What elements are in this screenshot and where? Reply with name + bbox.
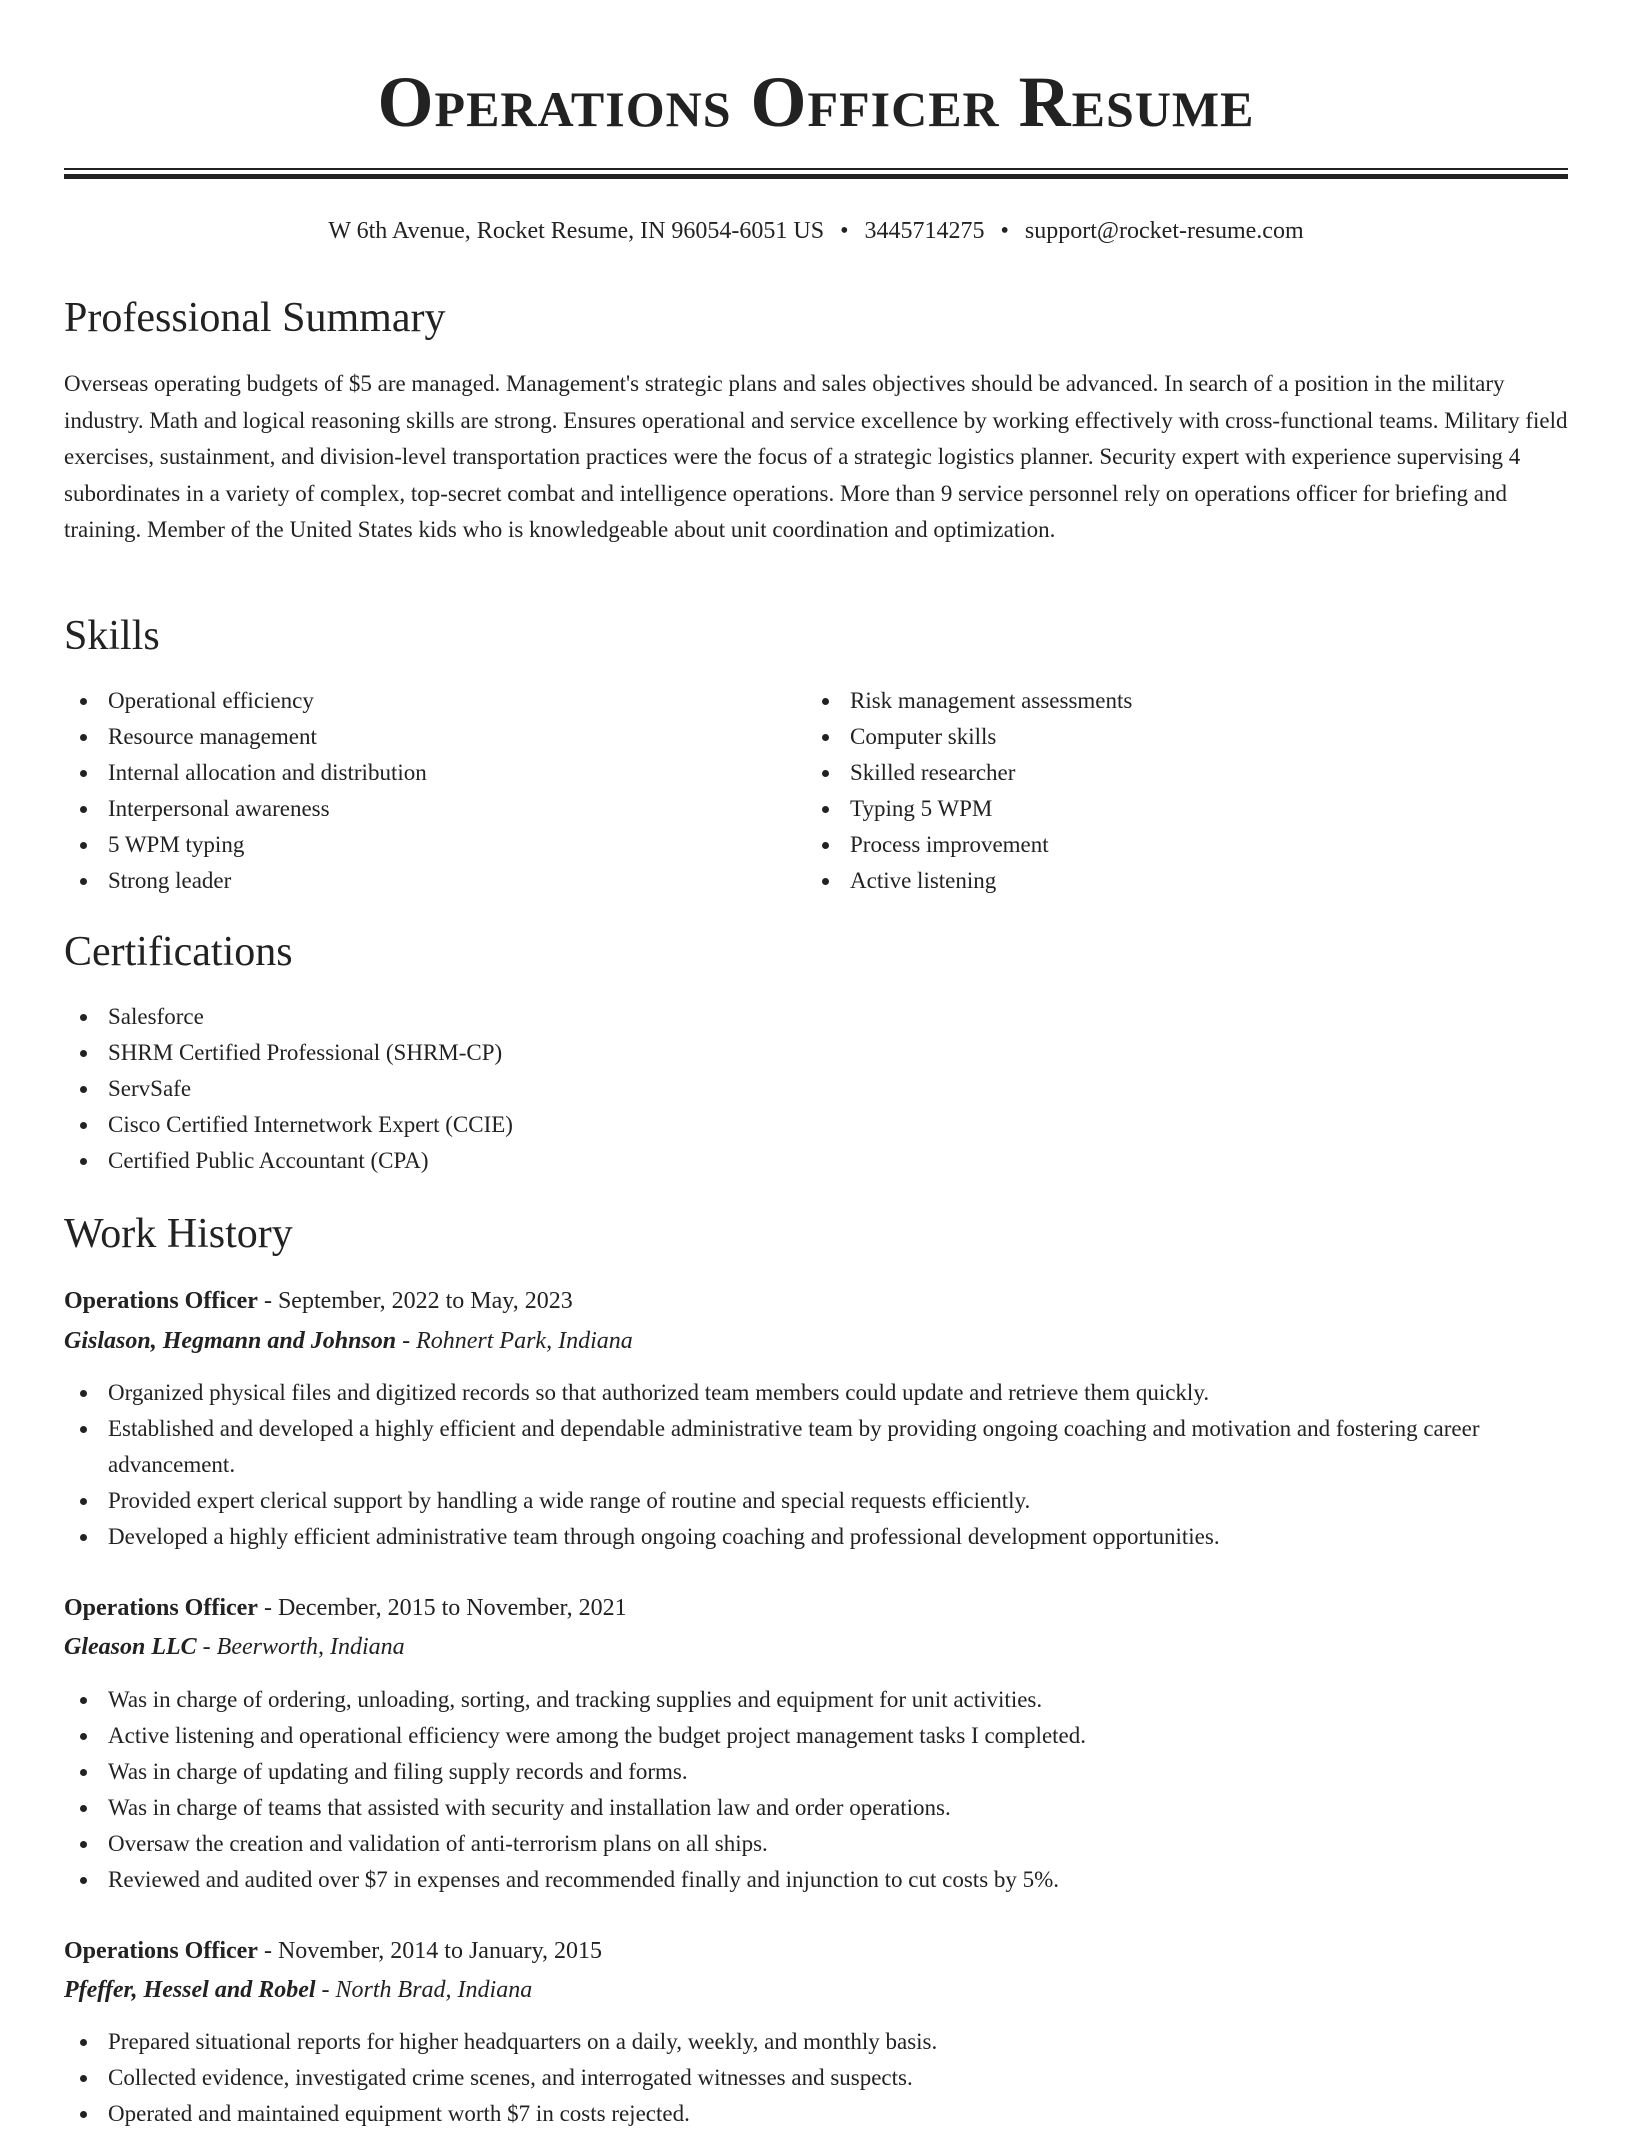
certification-item: Cisco Certified Internetwork Expert (CCIE) [64, 1107, 1568, 1143]
job-duties-list [64, 1682, 1568, 1898]
job-title-line [64, 1590, 1568, 1626]
job-duty: Oversaw the creation and validation of anti-terrorism plans on all ships. [64, 1826, 1568, 1862]
contact-line [64, 214, 1568, 248]
job-duties-list [64, 1375, 1568, 1555]
job-location: - Rohnert Park, Indiana [396, 1328, 633, 1354]
job-duty: Was in charge of teams that assisted with security and installation law and order operations. [64, 1790, 1568, 1826]
contact-email: support@rocket-resume.com [1024, 218, 1304, 244]
title-rule-thin [64, 168, 1568, 170]
job-location: - Beerworth, Indiana [196, 1634, 405, 1660]
certification-item: Certified Public Accountant (CPA) [64, 1143, 1568, 1179]
certification-item: Salesforce [64, 999, 1568, 1035]
resume-page [64, 0, 1568, 2126]
work-history-heading: Work History [64, 1211, 293, 1257]
contact-separator: • [840, 218, 849, 244]
skill-item: Interpersonal awareness [64, 791, 804, 827]
contact-phone: 3445714275 [864, 218, 985, 244]
job-duties-list [64, 2024, 1568, 2132]
title-rule-thick [64, 174, 1568, 179]
job-title-line [64, 1283, 1568, 1319]
certification-item: SHRM Certified Professional (SHRM-CP) [64, 1035, 1568, 1071]
job-duty: Developed a highly efficient administrative team through ongoing coaching and professional development opportunities. [64, 1519, 1568, 1555]
contact-separator: • [1000, 218, 1009, 244]
skill-item: Risk management assessments [806, 683, 1546, 719]
job-location: - North Brad, Indiana [315, 1977, 533, 2003]
certifications-heading: Certifications [64, 929, 293, 975]
skill-item: Active listening [806, 863, 1546, 899]
summary-text: Overseas operating budgets of $5 are managed. Management's strategic plans and sales objectives should be advanced. In search of a position in the military industry. Math and logical reasoning skills are strong. Ensures operational and service excellence by working effectively with cross-functional teams. Military field exercises, sustainment, and division-level transportation practices were the focus of a strategic logistics planner. Security expert with experience supervising 4 subordinates in a variety of complex, top-secret combat and intelligence operations. More than 9 service personnel rely on operations officer for briefing and training. Member of the United States kids who is knowledgeable about unit coordination and optimization. [64, 371, 1568, 543]
certifications-list [64, 999, 1568, 1179]
skill-item: Strong leader [64, 863, 804, 899]
job-duty: Reviewed and audited over $7 in expenses and recommended finally and injunction to cut costs by 5%. [64, 1862, 1568, 1898]
job-company: Pfeffer, Hessel and Robel [64, 1977, 316, 2003]
summary-heading: Professional Summary [64, 295, 446, 341]
job-company-line [64, 1971, 1568, 2009]
job-dates: - December, 2015 to November, 2021 [257, 1595, 627, 1621]
job-duty: Collected evidence, investigated crime scenes, and interrogated witnesses and suspects. [64, 2060, 1568, 2096]
skill-item: Computer skills [806, 719, 1546, 755]
job-company-line [64, 1628, 1568, 1666]
skill-item: Internal allocation and distribution [64, 755, 804, 791]
contact-address: W 6th Avenue, Rocket Resume, IN 96054-6051 US [328, 218, 825, 244]
job-duty: Was in charge of updating and filing supply records and forms. [64, 1754, 1568, 1790]
job-title: Operations Officer [64, 1938, 258, 1964]
skill-item: Skilled researcher [806, 755, 1546, 791]
skills-heading: Skills [64, 613, 160, 659]
job-duty: Active listening and operational efficiency were among the budget project management tasks I completed. [64, 1718, 1568, 1754]
job-duty: Operated and maintained equipment worth $7 in costs rejected. [64, 2096, 1568, 2132]
skill-item: 5 WPM typing [64, 827, 804, 863]
job-duty: Established and developed a highly efficient and dependable administrative team by providing ongoing coaching and motivation and fostering career advancement. [64, 1411, 1568, 1483]
job-company: Gleason LLC [64, 1634, 197, 1660]
job-dates: - September, 2022 to May, 2023 [257, 1288, 573, 1314]
job-dates: - November, 2014 to January, 2015 [257, 1938, 603, 1964]
job-title: Operations Officer [64, 1288, 258, 1314]
job-duty: Provided expert clerical support by handling a wide range of routine and special requests efficiently. [64, 1483, 1568, 1519]
job-title: Operations Officer [64, 1595, 258, 1621]
skill-item: Operational efficiency [64, 683, 804, 719]
skill-item: Process improvement [806, 827, 1546, 863]
job-title-line [64, 1933, 1568, 1969]
job-duty: Was in charge of ordering, unloading, sorting, and tracking supplies and equipment for unit activities. [64, 1682, 1568, 1718]
resume-title: Operations Officer Resume [377, 62, 1255, 142]
job-duty: Prepared situational reports for higher headquarters on a daily, weekly, and monthly basis. [64, 2024, 1568, 2060]
skill-item: Resource management [64, 719, 804, 755]
job-company-line [64, 1322, 1568, 1360]
job-company: Gislason, Hegmann and Johnson [64, 1328, 397, 1354]
skills-list-right [806, 683, 1546, 899]
job-duty: Organized physical files and digitized records so that authorized team members could update and retrieve them quickly. [64, 1375, 1568, 1411]
skill-item: Typing 5 WPM [806, 791, 1546, 827]
certification-item: ServSafe [64, 1071, 1568, 1107]
skills-list-left [64, 683, 804, 899]
